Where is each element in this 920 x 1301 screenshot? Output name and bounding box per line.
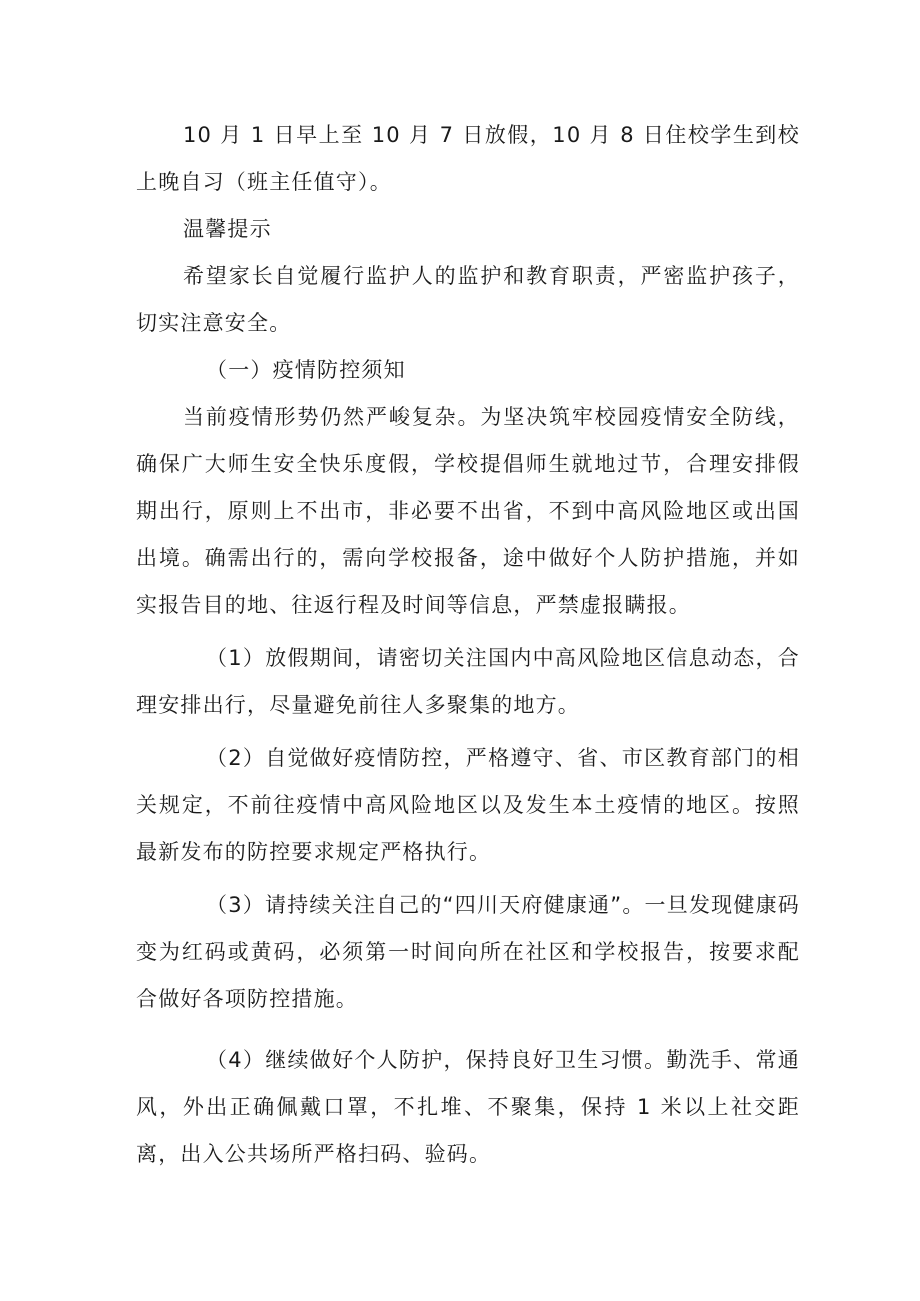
paragraph-parent-duty: 希望家长自觉履行监护人的监护和教育职责，严密监护孩子，切实注意安全。 xyxy=(136,264,800,335)
list-item-3: （3）请持续关注自己的“四川天府健康通”。一旦发现健康码变为红码或黄码，必须第一时间向所在社区和学校报告，按要求配合做好各项防控措施。 xyxy=(136,893,800,1011)
list-item-2: （2）自觉做好疫情防控，严格遵守、省、市区教育部门的相关规定，不前往疫情中高风险地区以及发生本土疫情的地区。按照最新发布的防控要求规定严格执行。 xyxy=(136,746,800,864)
section-heading-epidemic: （一）疫情防控须知 xyxy=(206,358,406,382)
list-item-1: （1）放假期间，请密切关注国内中高风险地区信息动态，合理安排出行，尽量避免前往人多聚集的地方。 xyxy=(136,646,800,717)
paragraph-holiday-schedule: 10 月 1 日早上至 10 月 7 日放假，10 月 8 日住校学生到校上晚自习（班主任值守）。 xyxy=(136,123,800,194)
paragraph-epidemic-intro: 当前疫情形势仍然严峻复杂。为坚决筑牢校园疫情安全防线，确保广大师生安全快乐度假，学校提倡师生就地过节，合理安排假期出行，原则上不出市，非必要不出省，不到中高风险地区或出国出境。确需出行的，需向学校报备，途中做好个人防护措施，并如实报告目的地、往返行程及时间等信息，严禁虚报瞒报。 xyxy=(136,405,800,617)
document-body xyxy=(136,112,800,1178)
spacer xyxy=(136,1023,800,1037)
reminder-heading: 温馨提示 xyxy=(183,217,272,241)
list-item-4: （4）继续做好个人防护，保持良好卫生习惯。勤洗手、常通风，外出正确佩戴口罩，不扎堆、不聚集，保持 1 米以上社交距离，出入公共场所严格扫码、验码。 xyxy=(136,1048,800,1166)
